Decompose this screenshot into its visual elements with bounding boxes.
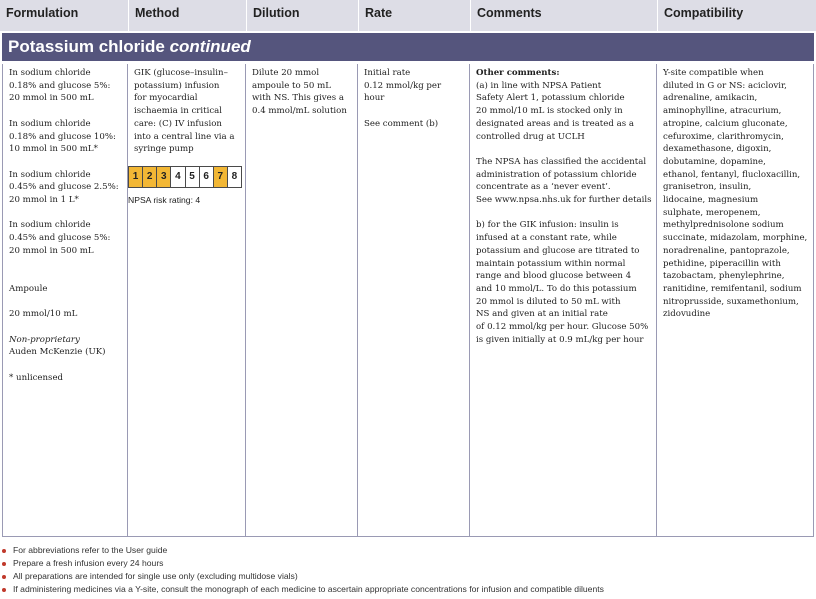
comment-npsa-line: administration of potassium chloride <box>476 169 637 180</box>
bullet-icon <box>2 562 6 566</box>
formulation-line: 20 mmol in 1 L* <box>9 195 79 205</box>
compat-line: dexamethasone, digoxin, <box>663 144 772 155</box>
bullet-icon <box>2 588 6 592</box>
section-title-suffix: continued <box>169 37 251 56</box>
footer-notes <box>2 544 814 596</box>
cell-dilution <box>246 64 358 537</box>
risk-box-1: 1 <box>128 166 143 188</box>
rate-line: See comment (b) <box>364 118 439 129</box>
formulation-line: 0.18% and glucose 10%: <box>9 131 116 142</box>
formulation-line: 0.18% and glucose 5%: <box>9 80 111 91</box>
compat-line: Y-site compatible when <box>663 68 764 78</box>
dilution-line: 0.4 mmol/mL solution <box>252 106 347 117</box>
comment-a-line: designated areas and is treated as a <box>476 118 634 129</box>
formulation-line: In sodium chloride <box>9 68 91 78</box>
formulation-line: In sodium chloride <box>9 118 91 129</box>
risk-box-6: 6 <box>199 166 214 188</box>
rate-line: hour <box>364 93 385 104</box>
formulation-line: In sodium chloride <box>9 220 91 231</box>
method-line: into a central line via a <box>134 131 235 142</box>
comment-b-line: 20 mmol is diluted to 50 mL with <box>476 296 621 307</box>
compat-line: lidocaine, magnesium <box>663 195 759 206</box>
comment-b-line: of 0.12 mmol/kg per hour. Glucose 50% <box>476 322 649 333</box>
npsa-risk-label: NPSA risk rating: 4 <box>128 194 201 205</box>
comment-npsa-line: See www.npsa.nhs.uk for further details <box>476 195 652 206</box>
comment-a-line: (a) in line with NPSA Patient <box>476 80 602 91</box>
dilution-line: with NS. This gives a <box>252 93 345 104</box>
compat-line: noradrenaline, pantoprazole, <box>663 245 790 256</box>
footer-note: If administering medicines via a Y-site, consult the monograph of each medicine to ascertain appropriate concentrations for infusion and compatible diluents <box>2 583 814 596</box>
dilution-line: ampoule to 50 mL <box>252 80 331 91</box>
risk-box-2: 2 <box>142 166 157 188</box>
rate-line: Initial rate <box>364 68 411 78</box>
method-line: GIK (glucose–insulin– <box>134 68 228 78</box>
bullet-icon <box>2 549 6 553</box>
comment-a-line: controlled drug at UCLH <box>476 131 585 142</box>
compat-line: ethanol, fentanyl, flucloxacillin, <box>663 169 801 180</box>
comment-npsa-line: concentrate as a ‘never event’. <box>476 182 611 193</box>
comment-b-line: potassium and glucose are titrated to <box>476 245 640 256</box>
method-line: ischaemia in critical <box>134 106 223 117</box>
comments-heading: Other comments: <box>476 68 560 78</box>
formulation-line: 0.45% and glucose 2.5%: <box>9 182 119 193</box>
compat-line: aminophylline, atracurium, <box>663 106 782 117</box>
section-title: Potassium chloride <box>8 37 165 56</box>
comment-npsa-line: The NPSA has classified the accidental <box>476 156 647 167</box>
comment-b-line: range and blood glucose between 4 <box>476 271 632 282</box>
formulation-line: 20 mmol in 500 mL <box>9 93 94 104</box>
compat-line: succinate, midazolam, morphine, <box>663 233 808 244</box>
col-header-formulation: Formulation <box>6 6 79 20</box>
rate-line: 0.12 mmol/kg per <box>364 80 442 91</box>
bullet-icon <box>2 575 6 579</box>
risk-box-8: 8 <box>227 166 242 188</box>
formulation-line: 0.45% and glucose 5%: <box>9 233 111 244</box>
manufacturer: Auden McKenzie (UK) <box>9 347 106 358</box>
unlicensed-note: * unlicensed <box>9 372 64 383</box>
comment-b-line: is given initially at 0.9 mL/kg per hour <box>476 334 644 345</box>
risk-box-4: 4 <box>170 166 185 188</box>
cell-comments <box>470 64 657 537</box>
compat-line: adrenaline, amikacin, <box>663 93 758 104</box>
comment-a-line: Safety Alert 1, potassium chloride <box>476 93 625 104</box>
col-header-rate: Rate <box>358 0 470 31</box>
risk-box-7: 7 <box>213 166 228 188</box>
compat-line: sulphate, meropenem, <box>663 207 761 218</box>
formulation-line: 20 mmol/10 mL <box>9 309 78 320</box>
compat-line: cefuroxime, clarithromycin, <box>663 131 784 142</box>
formulation-line: In sodium chloride <box>9 169 91 180</box>
comment-a-line: 20 mmol/10 mL is stocked only in <box>476 106 623 117</box>
compat-line: pethidine, piperacillin with <box>663 258 781 269</box>
risk-box-5: 5 <box>185 166 200 188</box>
formulation-line: Ampoule <box>9 283 48 294</box>
col-header-method: Method <box>128 0 246 31</box>
formulation-line: Non-proprietary <box>9 334 80 345</box>
dilution-line: Dilute 20 mmol <box>252 68 320 78</box>
npsa-risk-boxes <box>128 166 241 188</box>
col-header-comments: Comments <box>470 0 657 31</box>
risk-box-3: 3 <box>156 166 171 188</box>
section-title-band <box>2 33 814 61</box>
method-line: care: (C) IV infusion <box>134 118 222 129</box>
col-header-dilution: Dilution <box>246 0 358 31</box>
formulation-line: 20 mmol in 500 mL <box>9 245 94 256</box>
compat-line: methylprednisolone sodium <box>663 220 784 231</box>
compat-line: tazobactam, phenylephrine, <box>663 271 785 282</box>
cell-rate <box>358 64 470 537</box>
compat-line: granisetron, insulin, <box>663 182 752 193</box>
footer-note: Prepare a fresh infusion every 24 hours <box>2 557 814 570</box>
comment-b-line: NS and given at an initial rate <box>476 309 608 320</box>
table-header-row <box>0 0 816 31</box>
method-line: syringe pump <box>134 144 194 155</box>
cell-formulation <box>2 64 128 537</box>
compat-line: atropine, calcium gluconate, <box>663 118 788 129</box>
method-line: potassium) infusion <box>134 80 220 91</box>
compat-line: diluted in G or NS: aciclovir, <box>663 80 787 91</box>
comment-b-line: and 10 mmol/L. To do this potassium <box>476 283 637 294</box>
comment-b-line: maintain potassium within normal <box>476 258 626 269</box>
compat-line: dobutamine, dopamine, <box>663 156 766 167</box>
compat-line: ranitidine, remifentanil, sodium <box>663 283 802 294</box>
comment-b-line: b) for the GIK infusion: insulin is <box>476 220 619 231</box>
cell-method <box>128 64 246 537</box>
formulation-line: 10 mmol in 500 mL* <box>9 144 98 155</box>
comment-b-line: infused at a constant rate, while <box>476 233 617 244</box>
footer-note: All preparations are intended for single use only (excluding multidose vials) <box>2 570 814 583</box>
col-header-compatibility: Compatibility <box>657 0 816 31</box>
method-line: for myocardial <box>134 93 198 104</box>
compat-line: nitroprusside, suxamethonium, <box>663 296 799 307</box>
footer-note: For abbreviations refer to the User guide <box>2 544 814 557</box>
compat-line: zidovudine <box>663 309 711 320</box>
cell-compatibility <box>657 64 814 537</box>
